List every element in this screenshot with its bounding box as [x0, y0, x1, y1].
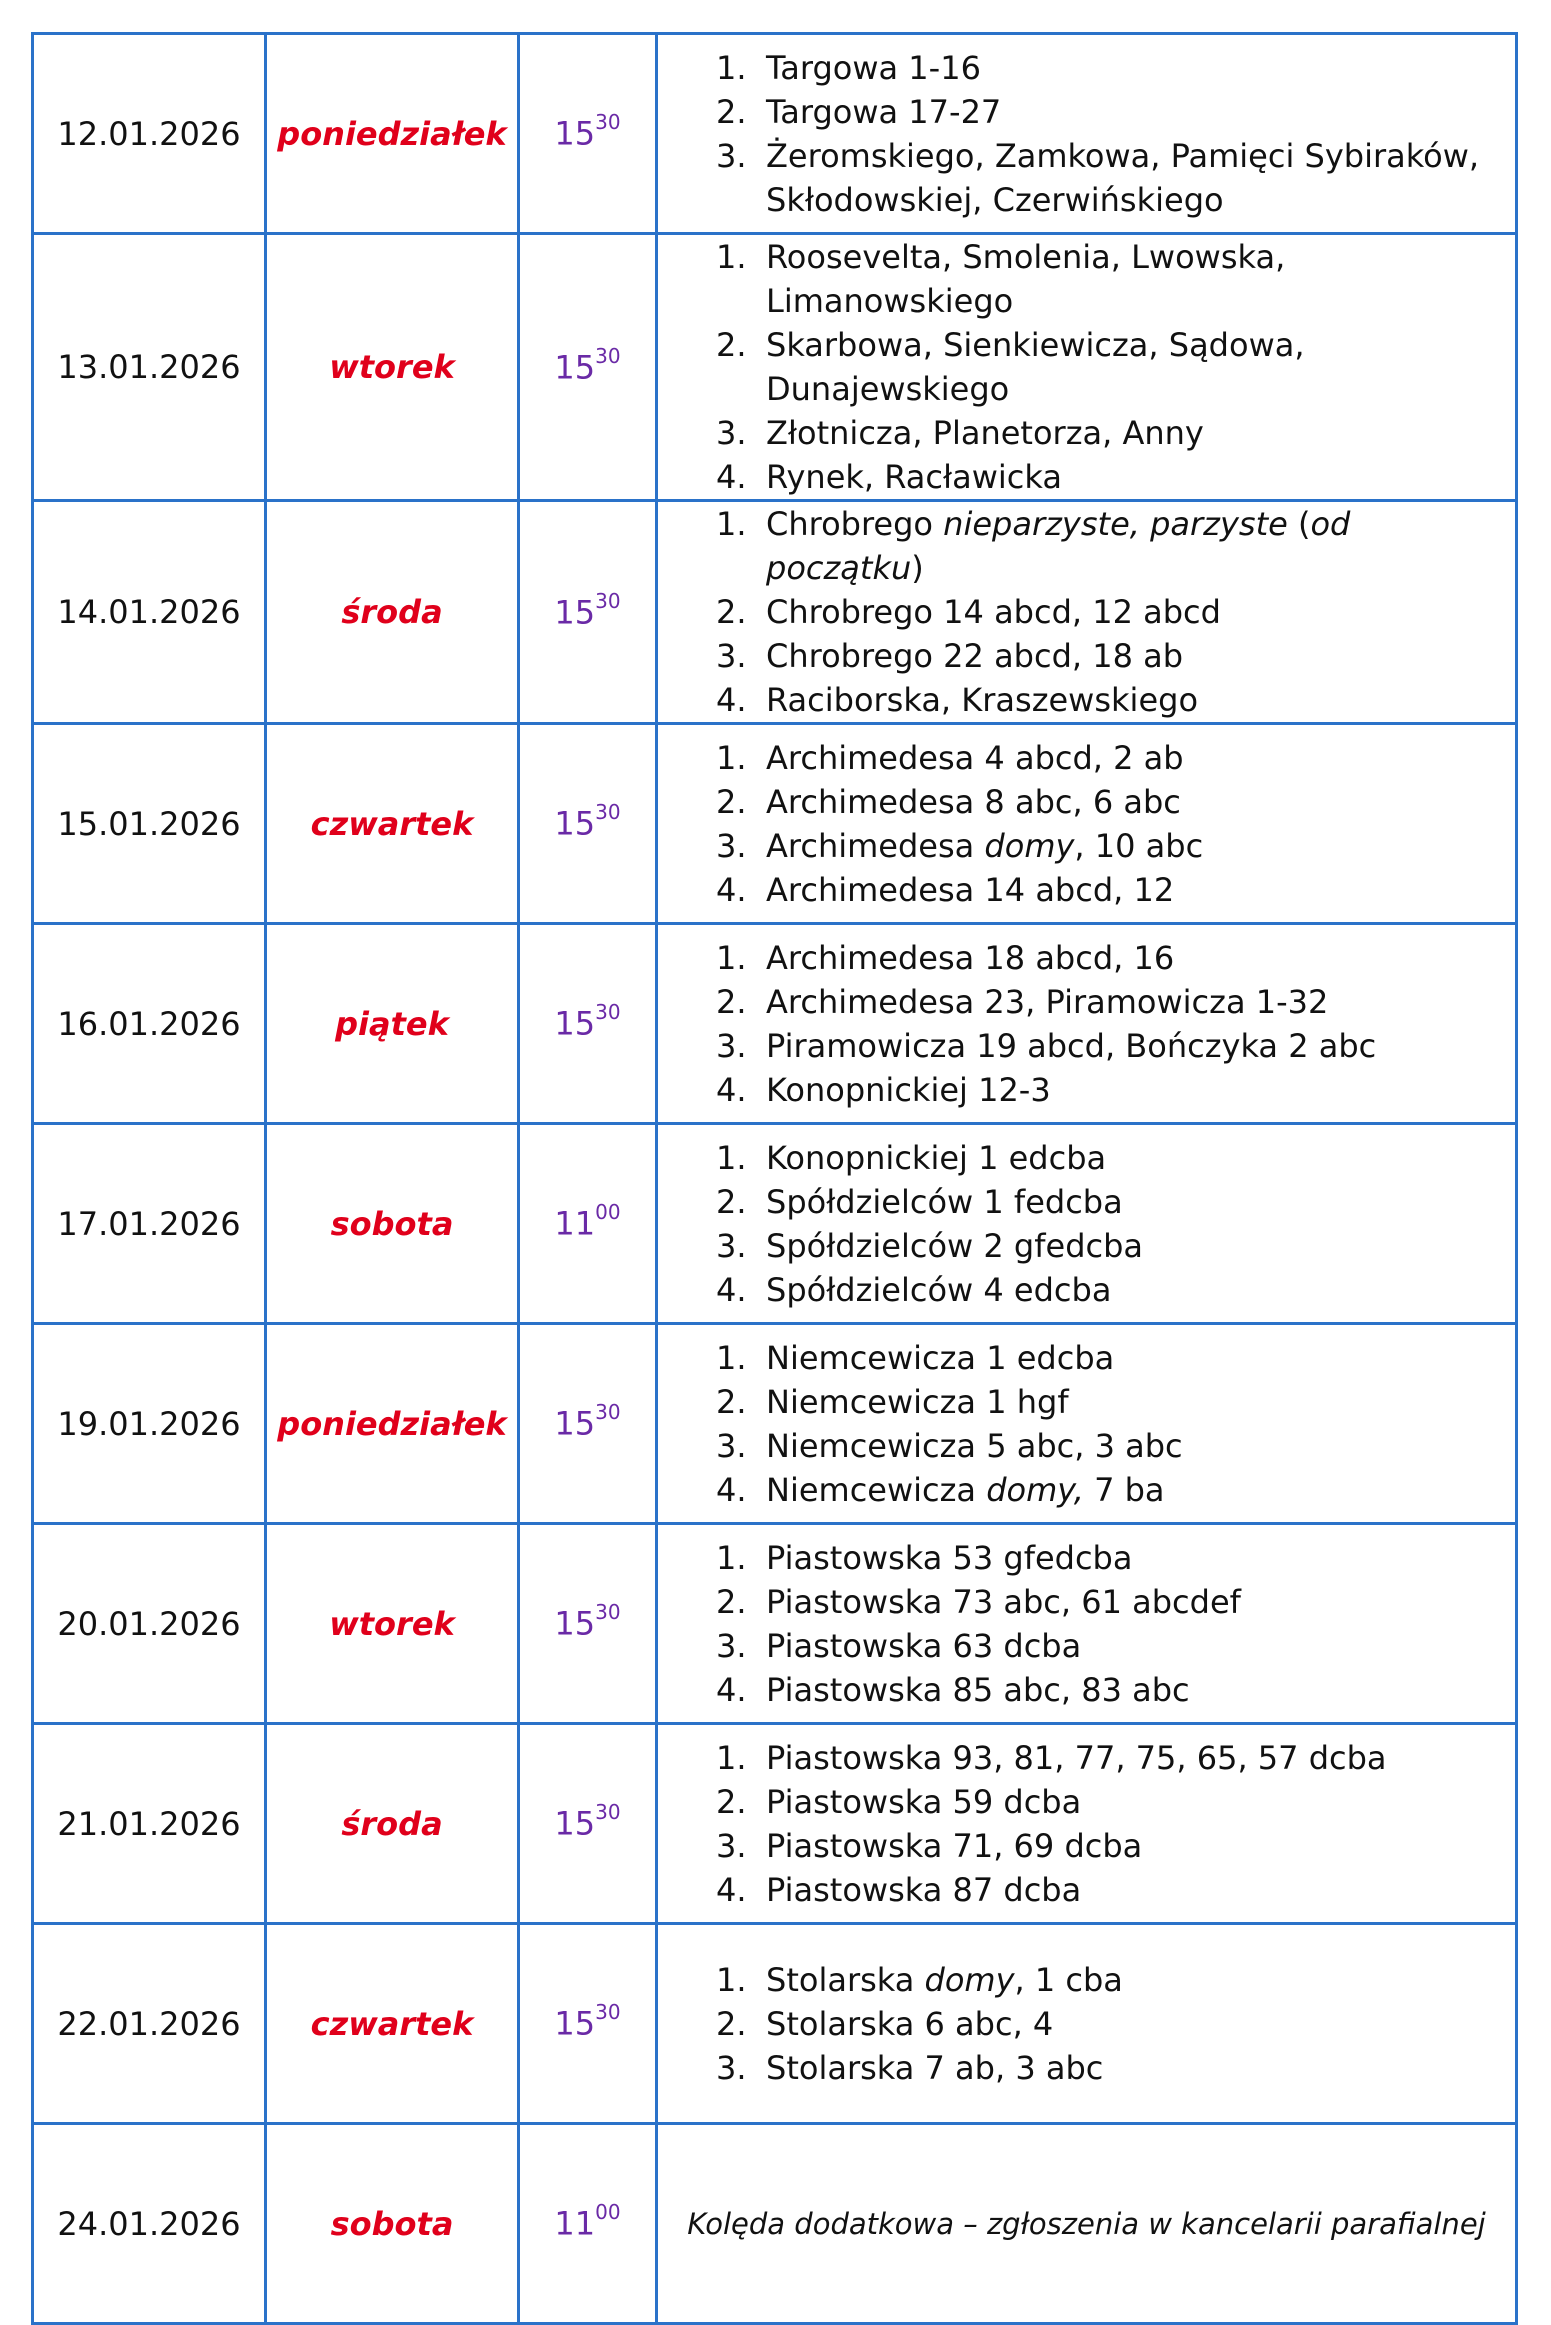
street-text: ) — [911, 549, 924, 587]
start-time — [519, 501, 657, 724]
list-item — [716, 1780, 1515, 1824]
list-item — [716, 90, 1515, 134]
street-names — [766, 1468, 1515, 1512]
list-item — [716, 736, 1515, 780]
list-number: 2. — [716, 782, 747, 821]
street-names — [766, 1336, 1515, 1380]
weekday: piątek — [266, 924, 519, 1124]
weekday: wtorek — [266, 234, 519, 501]
list-number: 4. — [716, 1070, 747, 1109]
street-names — [766, 2046, 1515, 2090]
street-text: ( — [1287, 505, 1311, 543]
weekday: poniedziałek — [266, 34, 519, 234]
street-list — [657, 234, 1517, 501]
street-names — [766, 1668, 1515, 1712]
list-item — [716, 780, 1515, 824]
list-number: 4. — [716, 458, 747, 496]
list-number: 2. — [716, 326, 747, 364]
start-time — [519, 924, 657, 1124]
street-text: Piastowska 53 gfedcba — [766, 1538, 1133, 1577]
list-item — [716, 634, 1515, 678]
list-item — [716, 1668, 1515, 1712]
start-hour: 11 — [554, 2204, 596, 2243]
street-list — [657, 1924, 1517, 2124]
start-minutes: 30 — [595, 1800, 621, 1825]
street-text: Chrobrego — [766, 505, 944, 543]
list-item — [716, 1380, 1515, 1424]
street-names — [766, 980, 1515, 1024]
schedule-row — [33, 1124, 1517, 1324]
street-names — [766, 1224, 1515, 1268]
visit-date: 19.01.2026 — [33, 1324, 266, 1524]
list-number: 4. — [716, 870, 747, 909]
list-item — [716, 323, 1515, 411]
list-item — [716, 1224, 1515, 1268]
street-text: Niemcewicza — [766, 1470, 987, 1509]
visit-date: 12.01.2026 — [33, 34, 266, 234]
weekday: czwartek — [266, 724, 519, 924]
list-number: 2. — [716, 2004, 747, 2043]
start-time — [519, 34, 657, 234]
weekday: sobota — [266, 1124, 519, 1324]
schedule-row — [33, 1324, 1517, 1524]
street-list — [657, 724, 1517, 924]
schedule-row — [33, 501, 1517, 724]
list-number: 3. — [716, 1826, 747, 1865]
street-text: , 10 abc — [1074, 826, 1204, 865]
street-list — [657, 1324, 1517, 1524]
street-text: Archimedesa 14 abcd, 12 — [766, 870, 1175, 909]
schedule-row — [33, 234, 1517, 501]
street-text: Chrobrego 22 abcd, 18 ab — [766, 637, 1184, 675]
list-number: 2. — [716, 1182, 747, 1221]
street-text: Skarbowa, Sienkiewicza, Sądowa, Dunajewskiego — [766, 326, 1305, 408]
street-list-items — [716, 736, 1515, 912]
street-names — [766, 1736, 1515, 1780]
street-text: Niemcewicza 5 abc, 3 abc — [766, 1426, 1183, 1465]
street-text: Archimedesa 18 abcd, 16 — [766, 938, 1175, 977]
list-number: 3. — [716, 1226, 747, 1265]
street-text: Spółdzielców 4 edcba — [766, 1270, 1112, 1309]
street-names — [766, 1580, 1515, 1624]
list-item — [716, 235, 1515, 323]
weekday: środa — [266, 1724, 519, 1924]
start-time — [519, 1924, 657, 2124]
street-list-items — [716, 235, 1515, 499]
list-number: 4. — [716, 1670, 747, 1709]
street-text: Archimedesa 23, Piramowicza 1-32 — [766, 982, 1329, 1021]
street-text: Niemcewicza 1 hgf — [766, 1382, 1069, 1421]
street-names — [766, 936, 1515, 980]
italic-text: domy — [984, 826, 1075, 865]
start-time — [519, 1724, 657, 1924]
list-item — [716, 1424, 1515, 1468]
start-minutes: 30 — [595, 800, 621, 825]
street-text: Targowa 17-27 — [766, 92, 1002, 131]
street-text: Żeromskiego, Zamkowa, Pamięci Sybiraków, Skłodowskiej, Czerwińskiego — [766, 136, 1480, 219]
list-item — [716, 1068, 1515, 1112]
list-item — [716, 590, 1515, 634]
street-names — [766, 1136, 1515, 1180]
street-text: , 1 cba — [1014, 1960, 1123, 1999]
list-item — [716, 2046, 1515, 2090]
list-number: 4. — [716, 1470, 747, 1509]
street-names — [766, 634, 1515, 678]
weekday: wtorek — [266, 1524, 519, 1724]
visit-date: 16.01.2026 — [33, 924, 266, 1124]
list-item — [716, 1136, 1515, 1180]
list-item — [716, 824, 1515, 868]
list-number: 2. — [716, 92, 747, 131]
start-hour: 15 — [554, 804, 596, 843]
weekday: poniedziałek — [266, 1324, 519, 1524]
street-list-items — [716, 502, 1515, 722]
visit-date: 15.01.2026 — [33, 724, 266, 924]
list-item — [716, 936, 1515, 980]
list-number: 1. — [716, 505, 747, 543]
list-number: 2. — [716, 1582, 747, 1621]
street-text: Stolarska 7 ab, 3 abc — [766, 2048, 1104, 2087]
list-item — [716, 502, 1515, 590]
list-item — [716, 1868, 1515, 1912]
street-list-items — [716, 1136, 1515, 1312]
list-number: 2. — [716, 593, 747, 631]
street-list-items — [716, 1958, 1515, 2090]
list-item — [716, 1824, 1515, 1868]
street-names — [766, 134, 1515, 222]
weekday: sobota — [266, 2124, 519, 2324]
list-number: 3. — [716, 1026, 747, 1065]
list-number: 3. — [716, 2048, 747, 2087]
street-names — [766, 323, 1515, 411]
street-text: Piastowska 59 dcba — [766, 1782, 1082, 1821]
street-text: Konopnickiej 1 edcba — [766, 1138, 1107, 1177]
list-item — [716, 1624, 1515, 1668]
list-number: 1. — [716, 1338, 747, 1377]
street-names — [766, 1958, 1515, 2002]
start-minutes: 00 — [595, 2200, 621, 2225]
start-time — [519, 234, 657, 501]
list-item — [716, 1536, 1515, 1580]
list-number: 3. — [716, 414, 747, 452]
street-list-items — [716, 936, 1515, 1112]
list-number: 1. — [716, 1138, 747, 1177]
list-item — [716, 1024, 1515, 1068]
street-list — [657, 924, 1517, 1124]
list-item — [716, 1958, 1515, 2002]
list-item — [716, 980, 1515, 1024]
visit-date: 14.01.2026 — [33, 501, 266, 724]
start-minutes: 30 — [595, 110, 621, 135]
street-names — [766, 1068, 1515, 1112]
street-names — [766, 1424, 1515, 1468]
street-text: Piastowska 73 abc, 61 abcdef — [766, 1582, 1241, 1621]
street-list — [657, 501, 1517, 724]
street-text: Chrobrego 14 abcd, 12 abcd — [766, 593, 1221, 631]
weekday: czwartek — [266, 1924, 519, 2124]
street-list — [657, 1124, 1517, 1324]
list-item — [716, 1736, 1515, 1780]
start-hour: 15 — [554, 1804, 596, 1843]
list-item — [716, 1268, 1515, 1312]
street-text: Konopnickiej 12-3 — [766, 1070, 1051, 1109]
street-names — [766, 1624, 1515, 1668]
visit-date: 24.01.2026 — [33, 2124, 266, 2324]
street-text: Archimedesa 8 abc, 6 abc — [766, 782, 1181, 821]
street-list — [657, 1724, 1517, 1924]
schedule-row — [33, 924, 1517, 1124]
list-number: 3. — [716, 637, 747, 675]
street-names — [766, 824, 1515, 868]
list-number: 1. — [716, 1538, 747, 1577]
list-item — [716, 1468, 1515, 1512]
additional-note: Kolęda dodatkowa – zgłoszenia w kancelarii parafialnej — [657, 2124, 1517, 2324]
list-item — [716, 134, 1515, 222]
italic-text: domy, — [986, 1470, 1084, 1509]
start-minutes: 30 — [595, 2000, 621, 2025]
list-item — [716, 868, 1515, 912]
street-list-items — [716, 1736, 1515, 1912]
street-names — [766, 455, 1515, 499]
street-names — [766, 868, 1515, 912]
start-time — [519, 1324, 657, 1524]
list-number: 3. — [716, 1426, 747, 1465]
weekday: środa — [266, 501, 519, 724]
start-minutes: 30 — [595, 1600, 621, 1625]
list-number: 2. — [716, 1382, 747, 1421]
street-text: Spółdzielców 2 gfedcba — [766, 1226, 1144, 1265]
street-text: Roosevelta, Smolenia, Lwowska, Limanowskiego — [766, 238, 1286, 320]
street-text: Stolarska — [766, 1960, 925, 1999]
list-number: 4. — [716, 1870, 747, 1909]
street-text: Archimedesa 4 abcd, 2 ab — [766, 738, 1184, 777]
schedule-row — [33, 1724, 1517, 1924]
visit-date: 21.01.2026 — [33, 1724, 266, 1924]
list-number: 3. — [716, 136, 747, 175]
start-time — [519, 2124, 657, 2324]
street-text: Piastowska 71, 69 dcba — [766, 1826, 1143, 1865]
street-text: Raciborska, Kraszewskiego — [766, 681, 1199, 719]
italic-text: domy — [924, 1960, 1015, 1999]
start-minutes: 30 — [595, 1000, 621, 1025]
street-text: Piastowska 63 dcba — [766, 1626, 1082, 1665]
list-item — [716, 455, 1515, 499]
street-names — [766, 90, 1515, 134]
start-minutes: 30 — [595, 343, 621, 368]
list-item — [716, 2002, 1515, 2046]
street-text: Rynek, Racławicka — [766, 458, 1062, 496]
start-hour: 15 — [554, 593, 596, 632]
start-hour: 15 — [554, 114, 596, 153]
visit-date: 17.01.2026 — [33, 1124, 266, 1324]
list-item — [716, 1336, 1515, 1380]
list-number: 1. — [716, 738, 747, 777]
street-names — [766, 1268, 1515, 1312]
street-names — [766, 1180, 1515, 1224]
street-names — [766, 780, 1515, 824]
street-names — [766, 678, 1515, 722]
visit-date: 13.01.2026 — [33, 234, 266, 501]
street-names — [766, 1536, 1515, 1580]
schedule-row — [33, 34, 1517, 234]
start-time — [519, 1124, 657, 1324]
street-list-items — [716, 1336, 1515, 1512]
street-names — [766, 502, 1515, 590]
list-number: 4. — [716, 1270, 747, 1309]
street-names — [766, 411, 1515, 455]
street-list-items — [716, 46, 1515, 222]
list-item — [716, 411, 1515, 455]
italic-text: od początku — [766, 505, 1351, 587]
street-names — [766, 46, 1515, 90]
street-names — [766, 2002, 1515, 2046]
list-number: 4. — [716, 681, 747, 719]
street-names — [766, 1780, 1515, 1824]
street-text: Stolarska 6 abc, 4 — [766, 2004, 1054, 2043]
list-item — [716, 678, 1515, 722]
list-number: 2. — [716, 982, 747, 1021]
street-names — [766, 590, 1515, 634]
start-hour: 15 — [554, 1004, 596, 1043]
schedule-row — [33, 1924, 1517, 2124]
start-minutes: 30 — [595, 1400, 621, 1425]
start-minutes: 30 — [595, 588, 621, 613]
street-text: Piastowska 87 dcba — [766, 1870, 1082, 1909]
street-names — [766, 1380, 1515, 1424]
list-item — [716, 46, 1515, 90]
street-list — [657, 1524, 1517, 1724]
start-hour: 15 — [554, 1604, 596, 1643]
start-minutes: 00 — [595, 1200, 621, 1225]
list-item — [716, 1580, 1515, 1624]
street-text: Archimedesa — [766, 826, 985, 865]
italic-text: nieparzyste, parzyste — [943, 505, 1288, 543]
schedule-table — [31, 32, 1518, 2325]
street-text: Piramowicza 19 abcd, Bończyka 2 abc — [766, 1026, 1377, 1065]
schedule-row — [33, 2124, 1517, 2324]
street-names — [766, 235, 1515, 323]
list-number: 3. — [716, 826, 747, 865]
start-hour: 15 — [554, 1404, 596, 1443]
schedule-row — [33, 724, 1517, 924]
list-number: 3. — [716, 1626, 747, 1665]
list-number: 1. — [716, 48, 747, 87]
visit-date: 20.01.2026 — [33, 1524, 266, 1724]
street-names — [766, 1024, 1515, 1068]
start-hour: 15 — [554, 2004, 596, 2043]
list-number: 1. — [716, 938, 747, 977]
schedule-row — [33, 1524, 1517, 1724]
street-text: Targowa 1-16 — [766, 48, 981, 87]
street-text: Piastowska 93, 81, 77, 75, 65, 57 dcba — [766, 1738, 1387, 1777]
list-number: 1. — [716, 1960, 747, 1999]
street-text: Złotnicza, Planetorza, Anny — [766, 414, 1204, 452]
street-names — [766, 1868, 1515, 1912]
street-names — [766, 1824, 1515, 1868]
street-text: Spółdzielców 1 fedcba — [766, 1182, 1123, 1221]
street-list — [657, 34, 1517, 234]
street-text: Niemcewicza 1 edcba — [766, 1338, 1115, 1377]
street-names — [766, 736, 1515, 780]
list-number: 1. — [716, 238, 747, 276]
list-number: 2. — [716, 1782, 747, 1821]
start-hour: 11 — [554, 1204, 596, 1243]
street-list-items — [716, 1536, 1515, 1712]
street-text: 7 ba — [1083, 1470, 1165, 1509]
start-time — [519, 1524, 657, 1724]
street-text: Piastowska 85 abc, 83 abc — [766, 1670, 1190, 1709]
visit-date: 22.01.2026 — [33, 1924, 266, 2124]
start-time — [519, 724, 657, 924]
list-item — [716, 1180, 1515, 1224]
schedule-body — [33, 34, 1517, 2324]
start-hour: 15 — [554, 348, 596, 387]
list-number: 1. — [716, 1738, 747, 1777]
